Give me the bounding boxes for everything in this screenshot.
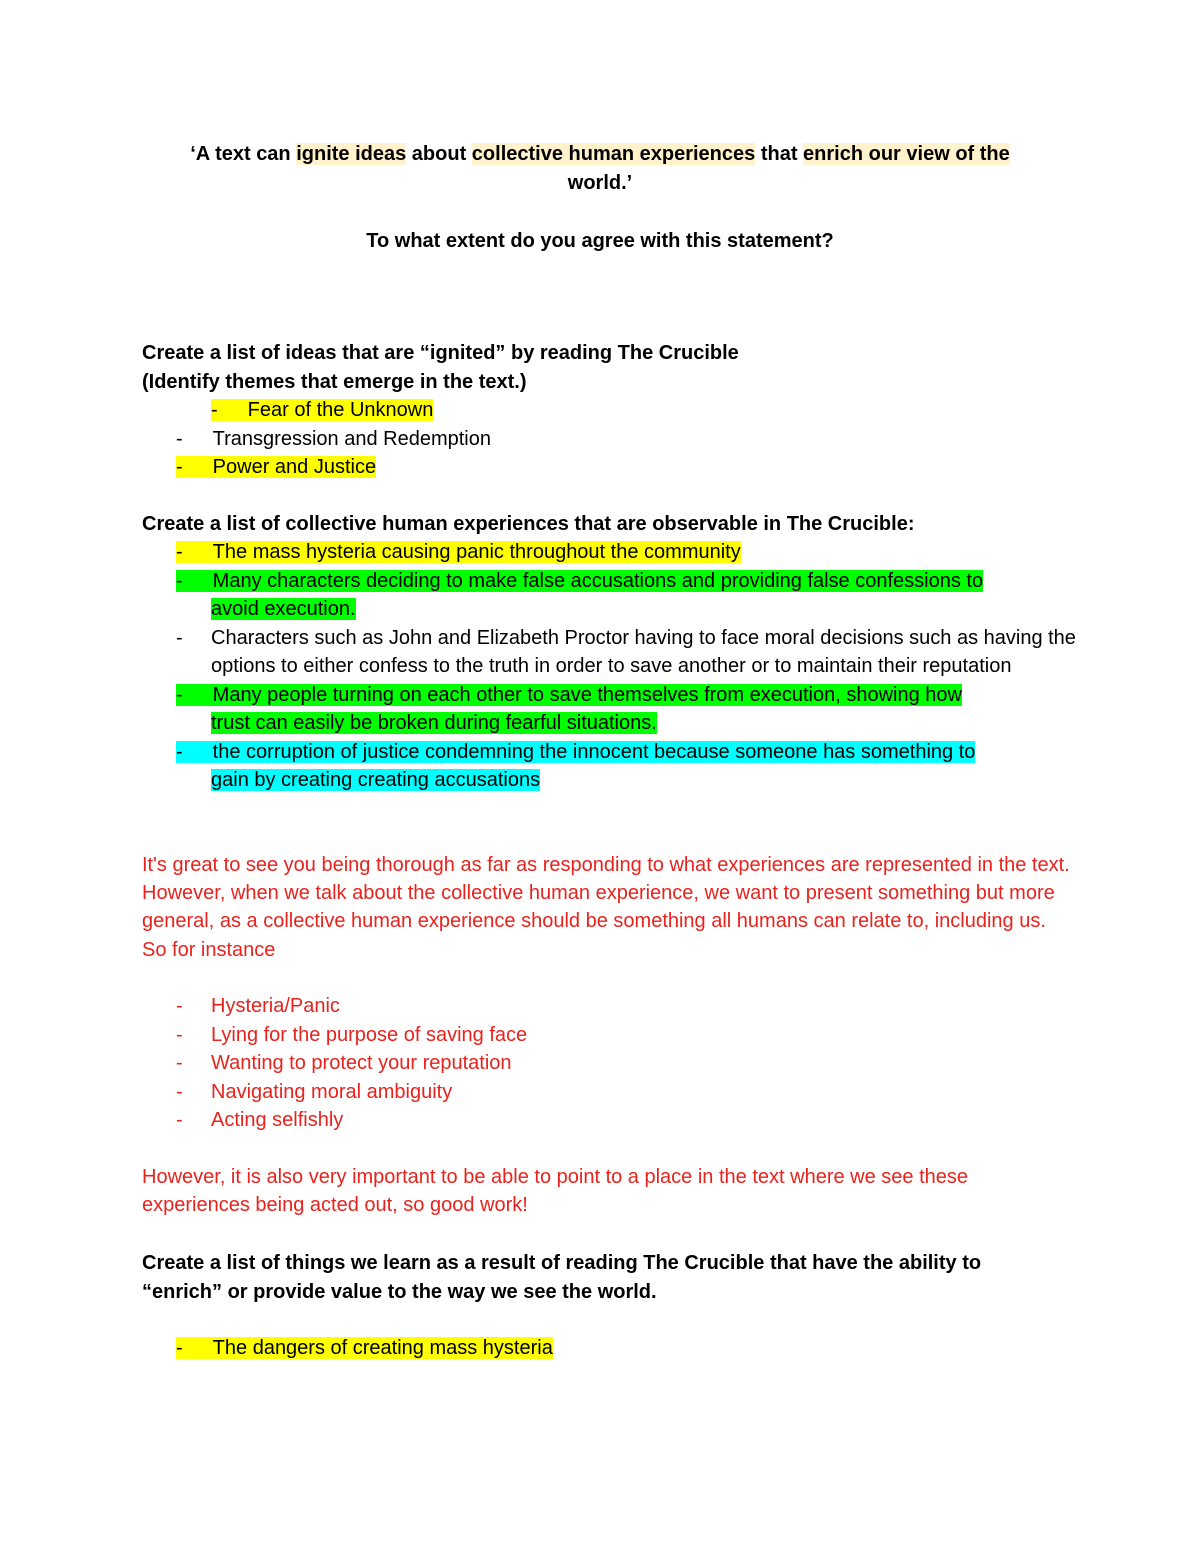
section1-heading (142, 339, 1082, 396)
bullet-dash: - (176, 456, 183, 478)
quote-text: about (406, 143, 472, 165)
bullet-dash: - (176, 427, 183, 450)
list-item (176, 453, 1076, 482)
list-item-text: gain by creating creating accusations (211, 769, 541, 791)
bullet-dash: - (176, 1337, 183, 1359)
highlighted-item (211, 399, 433, 421)
list-item-text: trust can easily be broken during fearful situations. (211, 712, 657, 734)
feedback-list (176, 992, 1076, 1135)
quote-highlight-enrich: enrich our view of the (803, 143, 1010, 165)
bullet-dash: - (176, 1023, 183, 1046)
section3-heading: Create a list of things we learn as a result of reading The Crucible that have the ability to “enrich” or provide value to the way we see the world. (142, 1252, 982, 1303)
list-item-text: Hysteria/Panic (211, 995, 340, 1017)
list-item-text: Lying for the purpose of saving face (211, 1023, 528, 1046)
bullet-dash: - (176, 1052, 183, 1074)
quote-text: that (755, 143, 804, 165)
prompt-quote (140, 140, 1060, 197)
list-item-text: Acting selfishly (211, 1109, 344, 1131)
quote-text: world.’ (567, 171, 633, 194)
list-item-text: Many characters deciding to make false accusations and providing false confessions to (212, 569, 984, 592)
list-item-text: Many people turning on each other to save themselves from execution, showing how (212, 683, 962, 706)
list-item (176, 425, 1076, 454)
list-item (176, 1049, 1076, 1078)
list-item-text: Characters such as John and Elizabeth Proctor having to face moral decisions such as having the options to either confess to the truth in order to save another or to maintain their reputation (211, 626, 1076, 677)
highlighted-item (176, 570, 983, 592)
section1-heading-line: Create a list of ideas that are “ignited” by reading The Crucible (142, 342, 739, 364)
bullet-dash: - (176, 569, 183, 592)
section1-subheading-line: (Identify themes that emerge in the text.) (142, 370, 527, 393)
list-item-text: Transgression and Redemption (212, 427, 491, 450)
list-item (176, 1078, 1076, 1107)
list-item-text: avoid execution. (211, 598, 356, 620)
list-item (176, 567, 1076, 624)
list-item-text: the corruption of justice condemning the innocent because someone has something to (212, 740, 976, 763)
bullet-dash: - (211, 399, 218, 421)
quote-text: ‘A text can (190, 143, 297, 165)
list-item (176, 681, 1076, 738)
highlighted-item (176, 1337, 553, 1359)
quote-highlight-collective: collective human experiences (471, 143, 756, 165)
highlighted-item (176, 456, 376, 478)
section1-list (176, 396, 1076, 482)
list-item-text: Power and Justice (212, 456, 377, 478)
list-item (176, 624, 1076, 681)
list-item (176, 738, 1076, 795)
bullet-dash: - (176, 1109, 183, 1131)
bullet-dash: - (176, 683, 183, 706)
section3-list (176, 1334, 1076, 1363)
feedback-paragraph: It's great to see you being thorough as far as responding to what experiences are represented in the text. However, when we talk about the collective human experience, we want to present something but more general, as a collective human experience should be something all humans can relate to, including us. So for instance (142, 854, 1070, 961)
section2-list (176, 538, 1076, 795)
list-item (176, 1021, 1076, 1050)
list-item-text: Navigating moral ambiguity (211, 1080, 453, 1103)
prompt-question: To what extent do you agree with this statement? (366, 230, 834, 252)
list-item (176, 992, 1076, 1021)
list-item (176, 1334, 1076, 1363)
list-item (176, 538, 1076, 567)
list-item-text: Fear of the Unknown (247, 399, 434, 421)
highlighted-item (176, 741, 975, 763)
list-item-text: The mass hysteria causing panic throughout the community (212, 541, 741, 563)
section2-heading: Create a list of collective human experiences that are observable in The Crucible: (142, 513, 915, 535)
list-item-text: The dangers of creating mass hysteria (212, 1337, 553, 1359)
list-item (176, 1106, 1076, 1135)
feedback-closing: However, it is also very important to be able to point to a place in the text where we see these experiences being acted out, so good work! (142, 1166, 969, 1217)
list-item (176, 396, 1076, 425)
bullet-dash: - (176, 995, 183, 1017)
bullet-dash: - (176, 740, 183, 763)
highlighted-item (176, 684, 962, 706)
quote-highlight-ignite: ignite ideas (296, 143, 407, 165)
bullet-dash: - (176, 1080, 183, 1103)
bullet-dash: - (176, 541, 183, 563)
highlighted-item (176, 541, 741, 563)
bullet-dash: - (176, 626, 183, 649)
list-item-text: Wanting to protect your reputation (211, 1052, 512, 1074)
